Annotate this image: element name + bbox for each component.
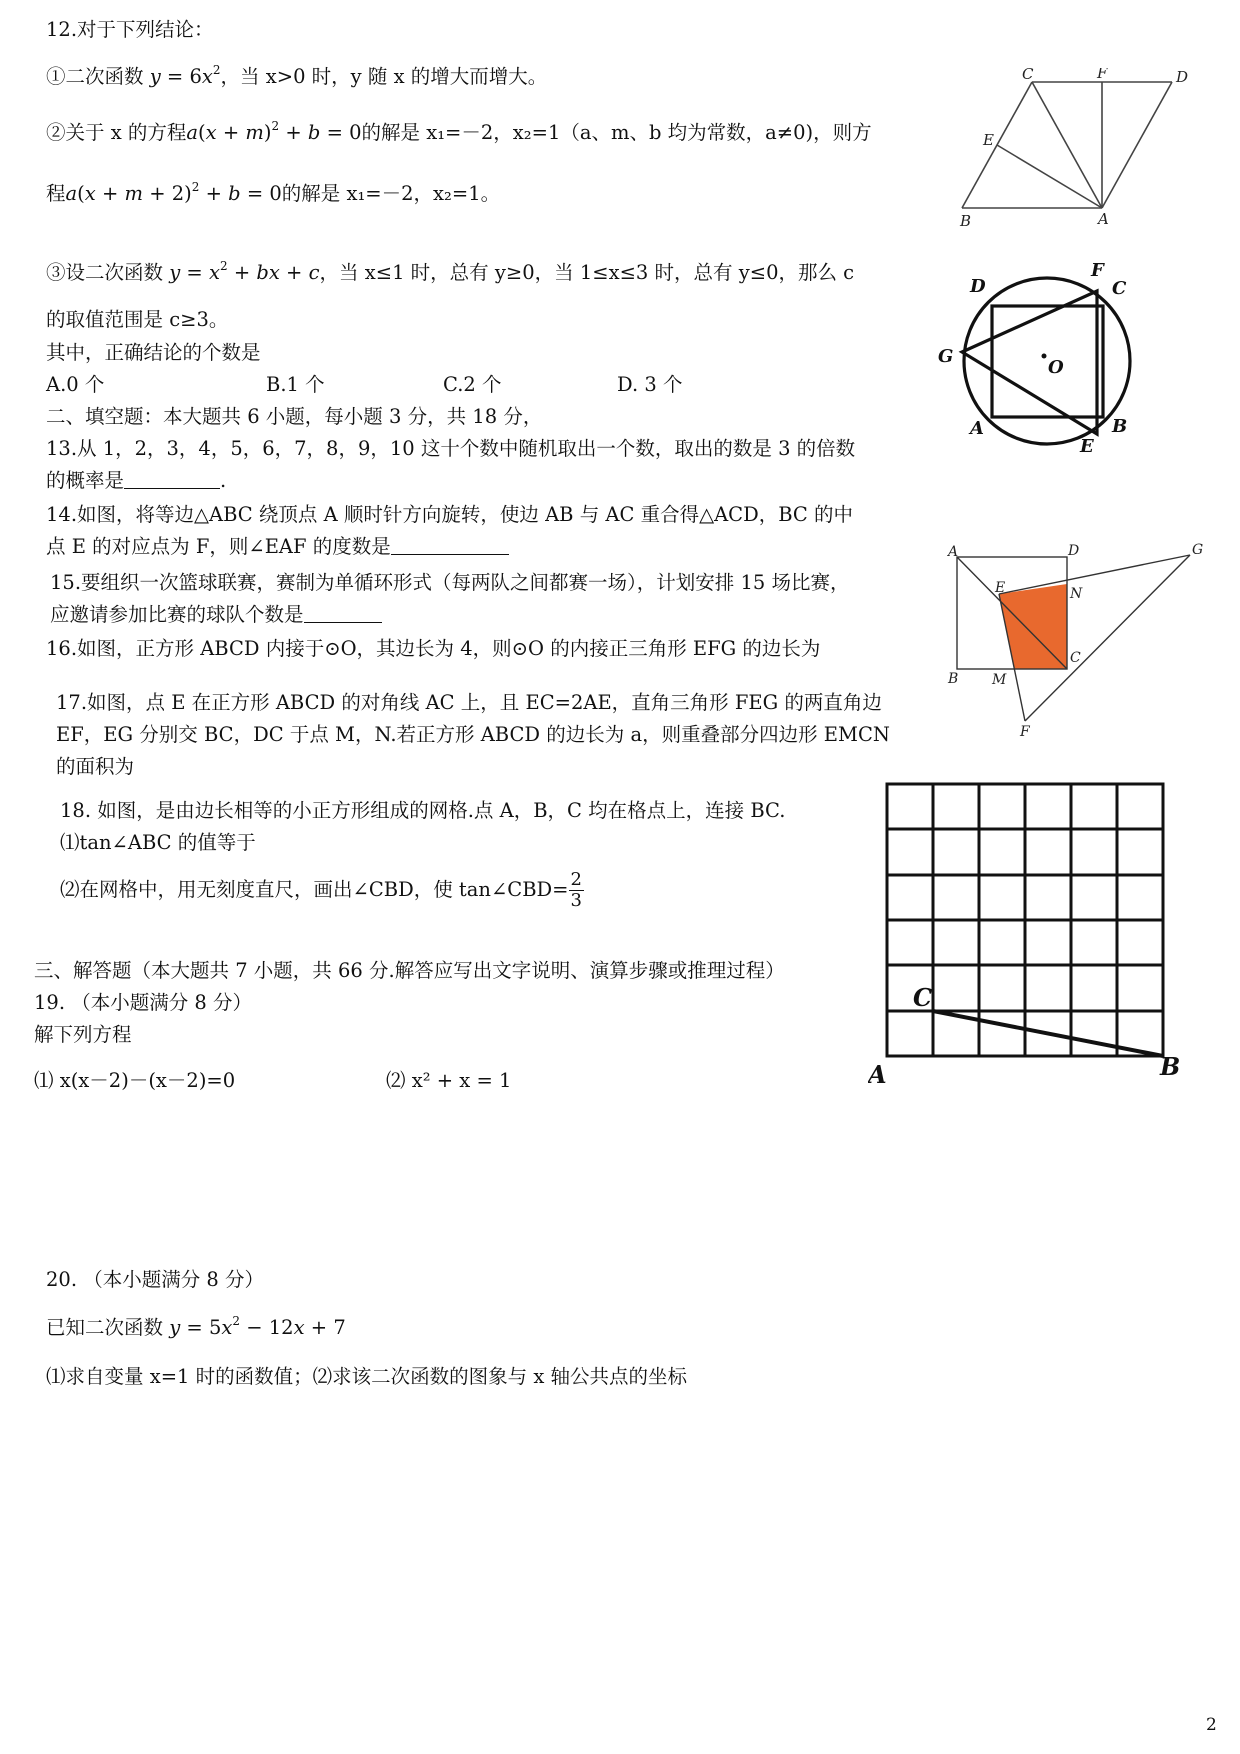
q20-line3: ⑴求自变量 x=1 时的函数值；⑵求该二次函数的图象与 x 轴公共点的坐标 [46,1365,688,1388]
q13-end: . [220,469,227,492]
q20-line2: 已知二次函数 $y = 5x^2 - 12x + 7$ [46,1314,346,1339]
fig18-grid [887,784,1163,1056]
q18-line1: 18. 如图，是由边长相等的小正方形组成的网格.点 A，B，C 均在格点上，连接 BC. [60,799,786,822]
fig14-label-c: C [1022,68,1034,83]
fig18-label-a: A [868,1060,887,1089]
fig16-center-dot [1042,354,1047,359]
fig14-label-d: D [1176,68,1189,86]
q18-frac-den: 3 [570,890,582,911]
fig16-label-f: F [1091,260,1104,281]
fig16-label-a: A [970,418,984,439]
figure-q16 [930,256,1150,466]
figure-q18 [868,780,1188,1090]
q17-line2: EF，EG 分别交 BC，DC 于点 M，N.若正方形 ABCD 的边长为 a，则重叠部分四边形 EMCN [56,723,890,746]
q18-line3 [60,870,584,911]
q12-s2b-post: 的解是 x₁=－2，x₂=1。 [281,182,501,205]
q12-statement-2: ②关于 x 的方程$a(x + m)^2 + b = 0$的解是 x₁=－2，x₂=1（a、m、b 均为常数，a≠0)，则方 [46,119,872,144]
fig16-label-d: D [970,276,986,297]
q19-part1: ⑴ x(x－2)－(x－2)=0 [34,1069,236,1092]
q12-option-c: C.2 个 [443,373,502,396]
page-number: 2 [1206,1715,1217,1735]
figure-q14 [950,68,1200,238]
q17-line1: 17.如图，点 E 在正方形 ABCD 的对角线 AC 上，且 EC=2AE，直角三角形 FEG 的两直角边 [56,691,882,714]
q13-line2 [46,468,226,494]
fig17-label-m: M [992,672,1007,688]
fig18-label-b: B [1160,1052,1181,1081]
q12-statement-2b: 程$a(x + m + 2)^2 + b = 0$的解是 x₁=－2，x₂=1。 [46,180,501,205]
q14-answer-blank [391,534,509,555]
q18-frac-num: 2 [570,869,582,890]
q15-answer-blank [304,602,382,623]
q16-line1: 16.如图，正方形 ABCD 内接于⊙O，其边长为 4，则⊙O 的内接正三角形 EFG 的边长为 [46,637,821,660]
fig14-line-da [1102,82,1172,208]
q14-line2 [46,534,509,560]
fig17-line-eg [999,555,1190,594]
fig17-label-n: N [1070,586,1083,602]
fig17-label-d: D [1068,543,1080,559]
q19-line2: 解下列方程 [34,1023,132,1046]
q12-s1-pre: ①二次函数 [46,65,150,88]
fig14-line-ea [997,145,1102,208]
q13-l2: 的概率是 [46,469,125,492]
fig18-label-c: C [913,983,933,1012]
fig18-segment-bc [933,1011,1163,1056]
q13-line1: 13.从 1，2，3，4，5，6，7，8，9，10 这十个数中随机取出一个数，取出的数是 3 的倍数 [46,437,856,460]
fig16-label-c: C [1112,278,1127,299]
q17-line3: 的面积为 [56,755,135,778]
q12-s3-pre: ③设二次函数 [46,261,170,284]
q12-s2-pre: ②关于 x 的方程 [46,121,187,144]
fig17-label-g: G [1192,542,1204,558]
q12-s3-post: ，当 x≤1 时，总有 y≥0，当 1≤x≤3 时，总有 y≤0，那么 c [319,261,855,284]
fig14-label-e: E [983,131,994,149]
q12-option-b: B.1 个 [266,373,325,396]
fig16-circle [964,278,1130,444]
q18-l3-pre: ⑵在网格中，用无刻度直尺，画出∠CBD，使 tan∠CBD= [60,878,569,901]
q20-line1: 20. （本小题满分 8 分） [46,1268,265,1291]
q12-option-d: D. 3 个 [617,373,683,396]
q12-s2-post: 的解是 x₁=－2，x₂=1（a、m、b 均为常数，a≠0)，则方 [361,121,872,144]
fig14-line-ca [1032,82,1102,208]
fig16-label-b: B [1112,416,1128,437]
q12-s2b-pre: 程 [46,182,66,205]
q15-line2 [50,602,382,628]
fig14-label-a: A [1098,210,1109,228]
fig16-label-o: O [1048,357,1064,378]
q19-line1: 19. （本小题满分 8 分） [34,991,253,1014]
section2-heading: 二、填空题：本大题共 6 小题，每小题 3 分，共 18 分， [46,405,543,428]
q14-l2: 点 E 的对应点为 F，则∠EAF 的度数是 [46,535,391,558]
q12-statement-1: ①二次函数 $y = 6x^2$，当 x>0 时，y 随 x 的增大而增大。 [46,63,548,88]
q20-l2-pre: 已知二次函数 [46,1316,170,1339]
section3-heading: 三、解答题（本大题共 7 小题，共 66 分.解答应写出文字说明、演算步骤或推理过程） [34,959,785,982]
fig17-label-f: F [1020,724,1030,738]
fig17-label-b: B [948,671,959,687]
q12-title: 12.对于下列结论： [46,18,214,41]
figure-q17 [940,538,1210,738]
q14-line1: 14.如图，将等边△ABC 绕顶点 A 顺时针方向旋转，使边 AB 与 AC 重合得△ACD，BC 的中 [46,503,854,526]
q19-part2: ⑵ x² + x = 1 [386,1069,512,1092]
fig16-label-g: G [938,346,954,367]
q12-ask: 其中，正确结论的个数是 [46,341,261,364]
q18-line2: ⑴tan∠ABC 的值等于 [60,831,256,854]
q15-l2: 应邀请参加比赛的球队个数是 [50,603,304,626]
q12-statement-3b: 的取值范围是 c≥3。 [46,308,229,331]
q12-s1-post: ，当 x>0 时，y 随 x 的增大而增大。 [220,65,548,88]
fig16-label-e: E [1080,436,1094,457]
fig14-label-f: F [1097,68,1108,82]
q12-statement-3: ③设二次函数 $y = x^2$ + bx + c，当 x≤1 时，总有 y≥0，当 1≤x≤3 时，总有 y≤0，那么 c [46,259,855,284]
fig17-overlap-region [999,584,1067,669]
fig17-label-c: C [1070,650,1081,666]
q15-line1: 15.要组织一次篮球联赛，赛制为单循环形式（每两队之间都赛一场），计划安排 15 场比赛， [50,571,850,594]
fig17-label-a: A [948,544,959,560]
q12-option-a: A.0 个 [46,373,105,396]
fig17-label-e: E [995,580,1006,596]
q13-answer-blank [124,468,220,489]
fig14-label-b: B [960,212,972,230]
q18-fraction [569,870,584,911]
